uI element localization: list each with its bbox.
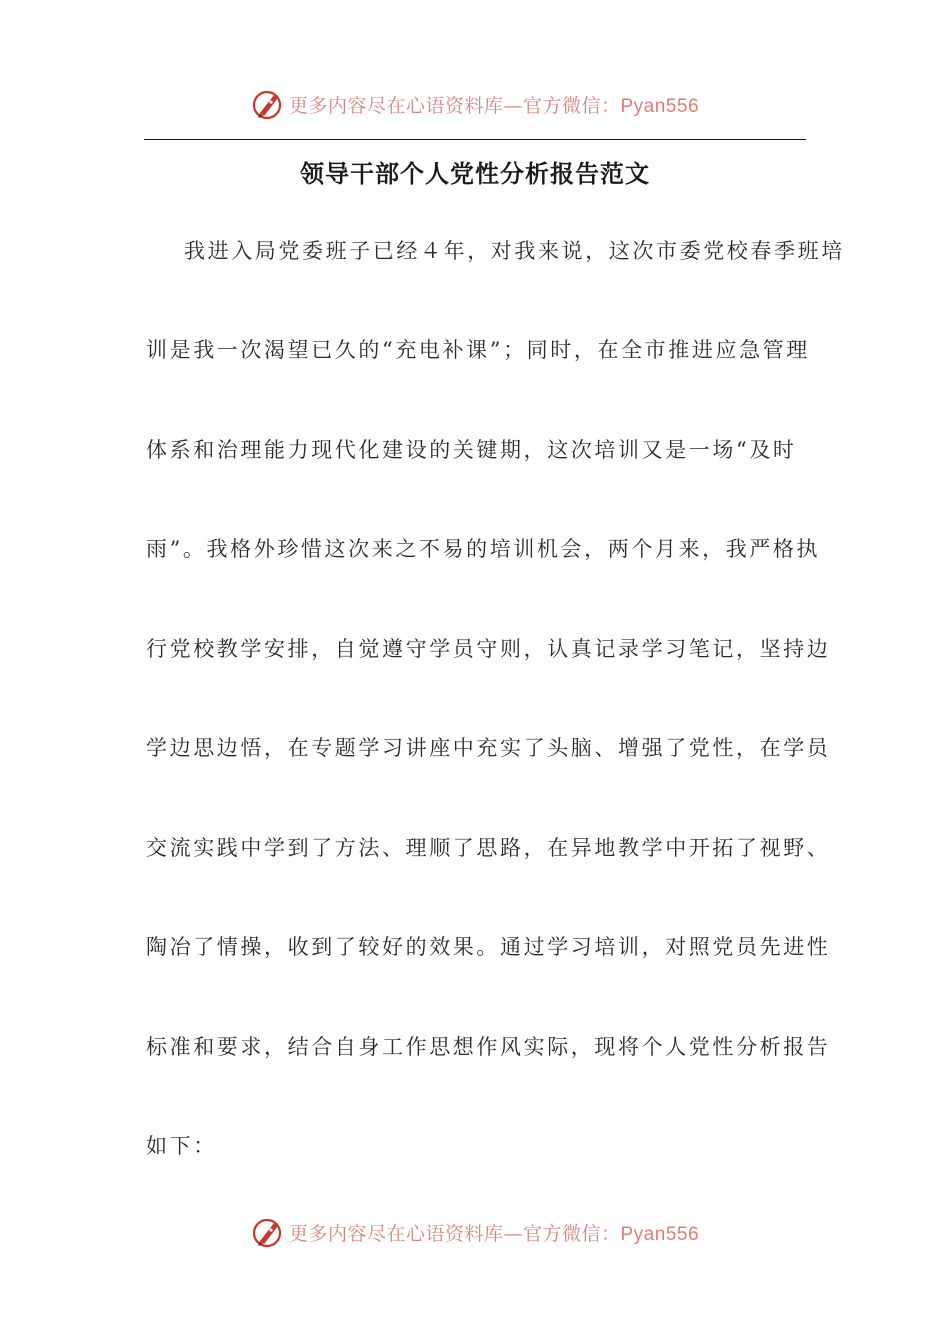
footer-wechat-id: Pyan556 [620,1223,700,1245]
body-line-10: 如下： [146,1134,217,1158]
footer-banner [0,1212,950,1252]
header-brand-text: 更多内容尽在心语资料库—官方微信： [288,94,621,117]
footer-brand-text: 更多内容尽在心语资料库—官方微信： [288,1222,621,1245]
header-banner-text [289,91,699,118]
pen-nib-logo-icon [251,1215,285,1249]
body-line-3: 体系和治理能力现代化建设的关键期，这次培训又是一场“及时 [146,438,797,462]
body-line-5: 行党校教学安排，自觉遵守学员守则，认真记录学习笔记，坚持边 [146,637,831,661]
body-line-1: 我进入局党委班子已经４年，对我来说，这次市委党校春季班培 [184,239,845,263]
body-line-9: 标准和要求，结合自身工作思想作风实际，现将个人党性分析报告 [146,1035,831,1059]
body-line-7: 交流实践中学到了方法、理顺了思路，在异地教学中开拓了视野、 [146,836,831,860]
document-title: 领导干部个人党性分析报告范文 [300,159,650,188]
header-banner [0,84,950,124]
header-wechat-id: Pyan556 [620,95,700,117]
body-line-8: 陶冶了情操，收到了较好的效果。通过学习培训，对照党员先进性 [146,935,831,959]
body-line-4: 雨”。我格外珍惜这次来之不易的培训机会，两个月来，我严格执 [146,537,821,561]
pen-nib-logo-icon [251,87,285,121]
body-line-6: 学边思边悟，在专题学习讲座中充实了头脑、增强了党性，在学员 [146,736,831,760]
body-line-2: 训是我一次渴望已久的“充电补课”；同时，在全市推进应急管理 [146,338,810,362]
header-divider [144,139,806,140]
footer-banner-text [289,1219,699,1246]
